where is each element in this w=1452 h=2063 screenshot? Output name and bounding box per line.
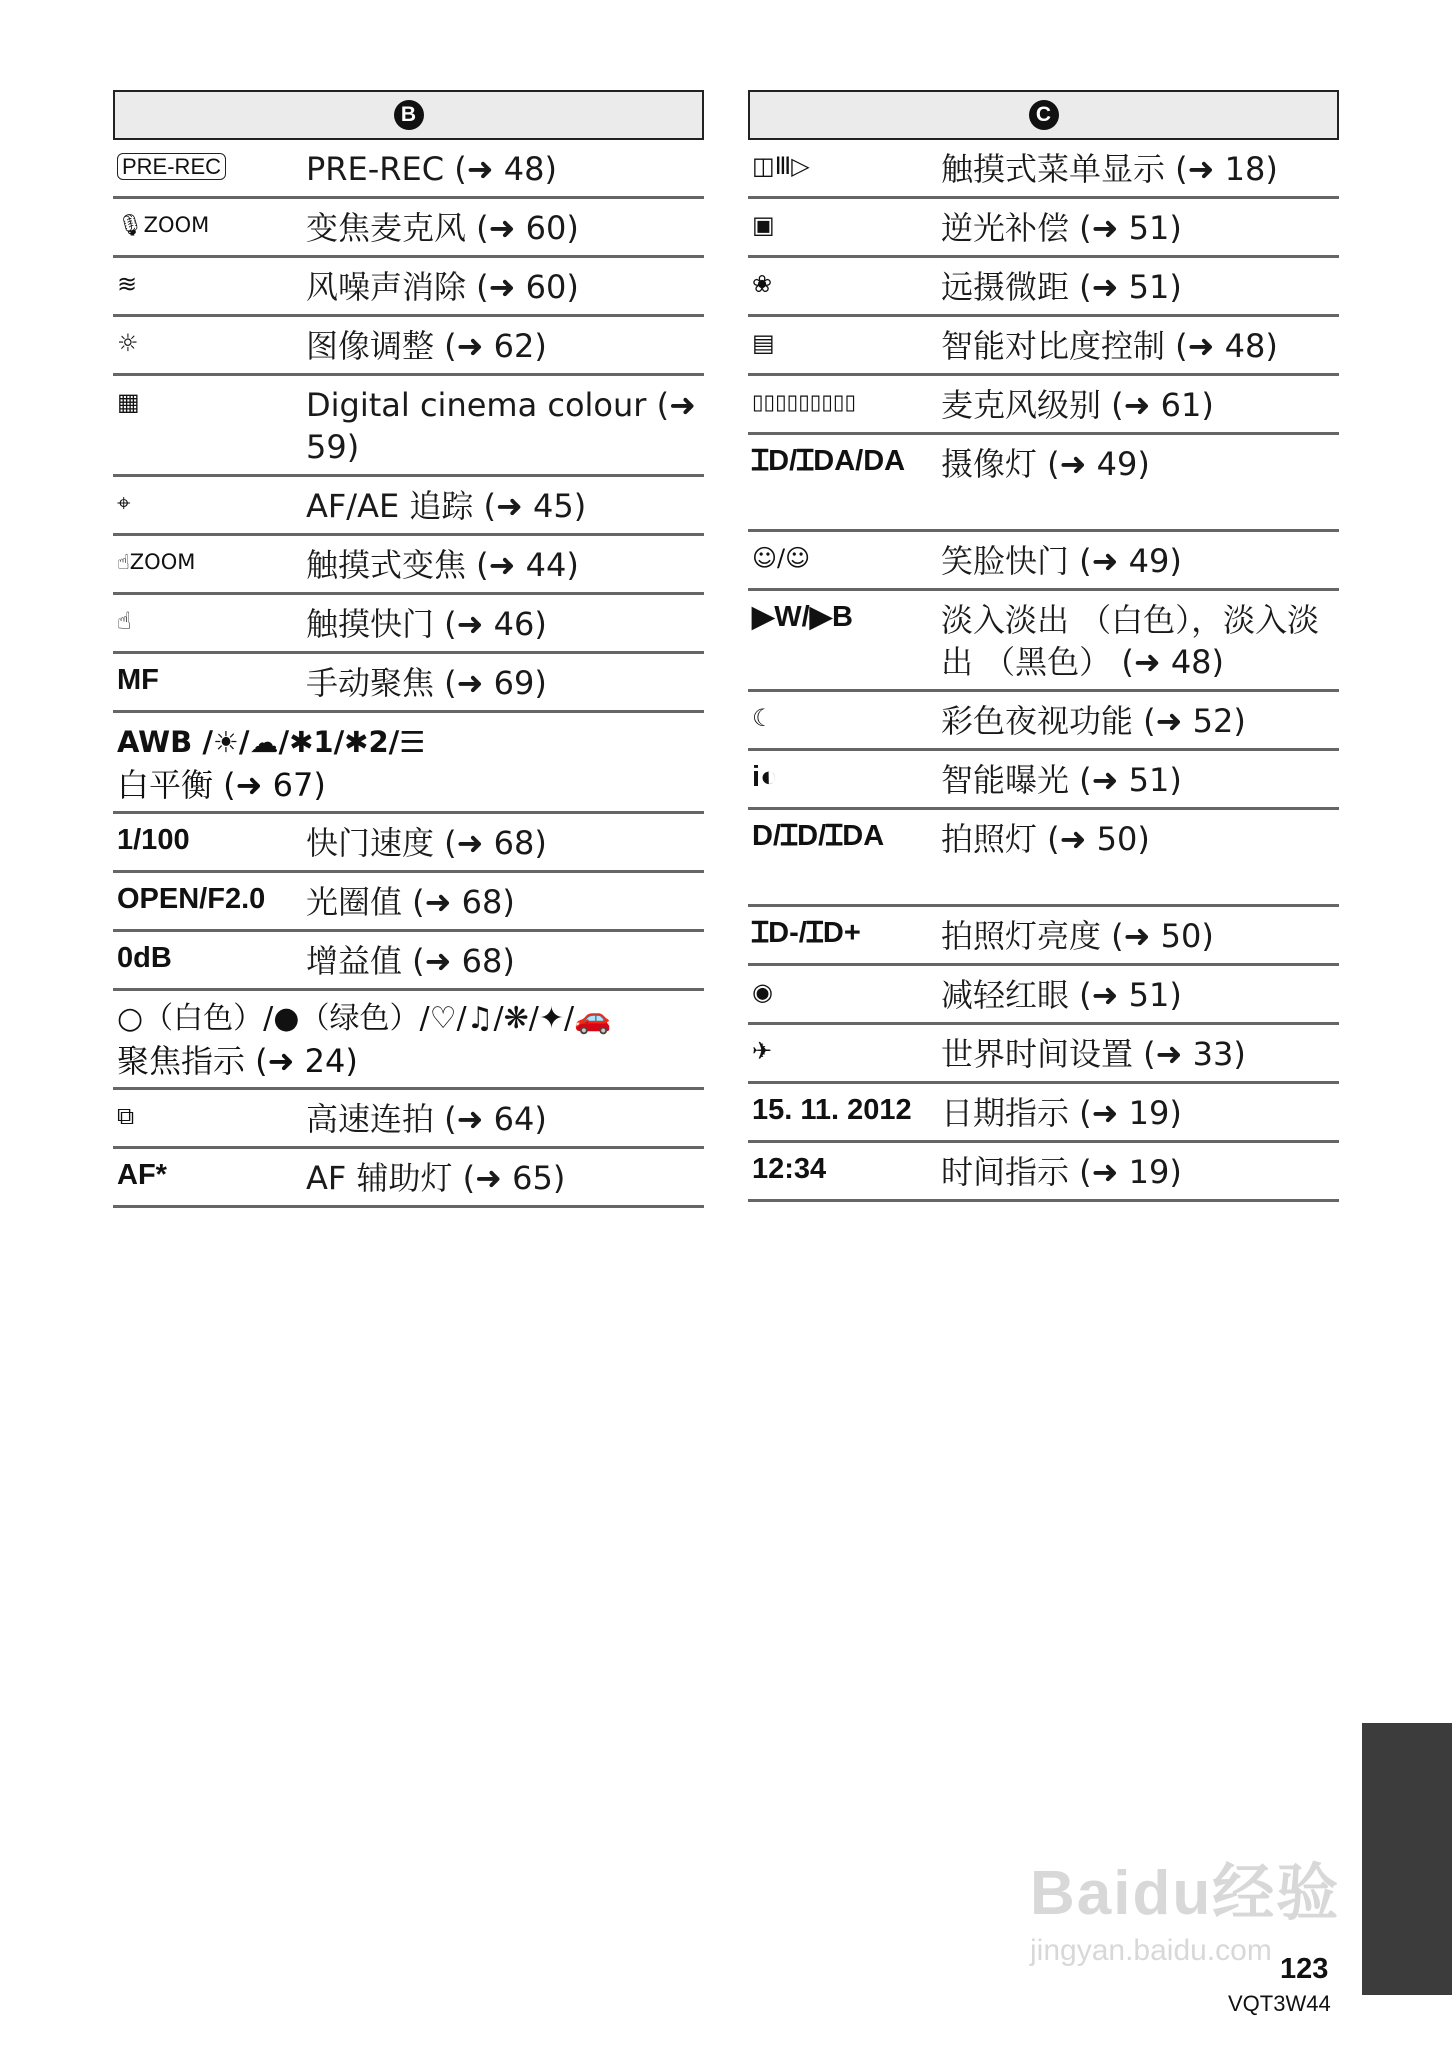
table-row — [113, 1149, 704, 1208]
row-desc: 增益值 (➜ 68) — [306, 942, 515, 980]
row-desc: AF 辅助灯 (➜ 65) — [306, 1159, 566, 1197]
tele-macro-icon: ❀ — [752, 270, 773, 298]
white-balance-row — [113, 713, 704, 814]
row-desc: 麦克风级别 (➜ 61) — [941, 386, 1214, 424]
row-desc: 快门速度 (➜ 68) — [306, 824, 547, 862]
row-desc: 彩色夜视功能 (➜ 52) — [941, 702, 1246, 740]
manual-focus-label: MF — [117, 664, 159, 696]
table-row — [748, 1143, 1339, 1202]
table-row — [113, 140, 704, 199]
row-desc: 触摸式变焦 (➜ 44) — [306, 546, 579, 584]
burst-shooting-icon: ⧉ — [117, 1102, 135, 1130]
row-desc: 图像调整 (➜ 62) — [306, 327, 547, 365]
video-light-icon: ꞮD/ꞮDA/DA — [752, 445, 906, 477]
smile-shot-icon: ☺/☺ — [752, 544, 811, 572]
focus-indicator-row — [113, 991, 704, 1090]
touch-menu-icon: ◫Ⅲ▷ — [752, 152, 810, 180]
picture-adjust-icon: ☼ — [117, 329, 139, 357]
shutter-speed-value: 1/100 — [117, 824, 190, 856]
table-row — [748, 376, 1339, 435]
row-desc: 光圈值 (➜ 68) — [306, 883, 515, 921]
row-desc: 高速连拍 (➜ 64) — [306, 1100, 547, 1138]
night-mode-icon: ☾ — [752, 704, 774, 732]
watermark-logo: Baidu经验 — [1030, 1859, 1341, 1928]
row-desc: AF/AE 追踪 (➜ 45) — [306, 487, 587, 525]
page-number: 123 — [1280, 1953, 1329, 1985]
cinema-colour-icon: ▦ — [117, 388, 140, 416]
row-desc: 拍照灯 (➜ 50) — [941, 820, 1150, 858]
row-desc: 淡入淡出 （白色），淡入淡出 （黑色） (➜ 48) — [941, 601, 1320, 681]
table-row — [748, 1025, 1339, 1084]
intelligent-exposure-icon: i◐ — [752, 761, 778, 793]
table-row — [113, 199, 704, 258]
table-row — [113, 814, 704, 873]
fade-icon: ▶W/▶B — [752, 601, 853, 633]
row-desc: 聚焦指示 (➜ 24) — [117, 1042, 358, 1080]
row-desc: 手动聚焦 (➜ 69) — [306, 664, 547, 702]
section-c-header — [748, 90, 1339, 140]
section-b-table — [113, 90, 704, 1208]
touch-zoom-icon: ☝ZOOM — [117, 550, 196, 574]
time-value: 12:34 — [752, 1153, 827, 1185]
watermark-url: jingyan.baidu.com — [1030, 1934, 1272, 1967]
row-desc: 笑脸快门 (➜ 49) — [941, 542, 1182, 580]
row-desc: 世界时间设置 (➜ 33) — [941, 1035, 1246, 1073]
table-row — [748, 1084, 1339, 1143]
row-desc: 远摄微距 (➜ 51) — [941, 268, 1182, 306]
table-row — [113, 1090, 704, 1149]
mic-level-icon: ▯▯▯▯▯▯▯▯▯ — [752, 390, 857, 414]
table-row — [113, 654, 704, 713]
row-desc: 摄像灯 (➜ 49) — [941, 445, 1150, 483]
row-desc: 风噪声消除 (➜ 60) — [306, 268, 579, 306]
table-row — [748, 966, 1339, 1025]
backlight-icon: ▣ — [752, 211, 775, 239]
table-row — [748, 258, 1339, 317]
row-desc: 触摸快门 (➜ 46) — [306, 605, 547, 643]
row-desc: 逆光补偿 (➜ 51) — [941, 209, 1182, 247]
table-row — [748, 751, 1339, 810]
contrast-control-icon: ▤ — [752, 329, 775, 357]
section-b-badge: B — [394, 100, 424, 130]
flash-level-icon: ꞮD-/ꞮD+ — [752, 917, 861, 949]
table-row — [748, 907, 1339, 966]
row-desc: 拍照灯亮度 (➜ 50) — [941, 917, 1214, 955]
row-desc: PRE-REC (➜ 48) — [306, 150, 557, 188]
airplane-icon: ✈ — [752, 1037, 773, 1065]
table-row — [748, 199, 1339, 258]
table-row — [113, 477, 704, 536]
table-row — [748, 435, 1339, 532]
row-desc: 白平衡 (➜ 67) — [117, 766, 326, 804]
table-row — [113, 258, 704, 317]
table-row — [113, 873, 704, 932]
flash-icon: D/ꞮD/ꞮDA — [752, 820, 885, 852]
table-row — [113, 595, 704, 654]
row-desc: 智能曝光 (➜ 51) — [941, 761, 1182, 799]
zoom-mic-icon: 🎙ZOOM — [117, 213, 210, 237]
document-code: VQT3W44 — [1228, 1991, 1331, 2016]
section-b-header — [113, 90, 704, 140]
tracking-icon: ⌖ — [117, 489, 131, 517]
row-desc: 触摸式菜单显示 (➜ 18) — [941, 150, 1278, 188]
row-desc: 日期指示 (➜ 19) — [941, 1094, 1182, 1132]
table-row — [113, 317, 704, 376]
table-row — [748, 140, 1339, 199]
focus-indicator-icons: ○（白色）/●（绿色）/♡/♫/❋/✦/🚗 — [117, 1001, 612, 1036]
table-row — [748, 532, 1339, 591]
table-row — [748, 317, 1339, 376]
section-c-badge: C — [1029, 100, 1059, 130]
row-desc: Digital cinema colour (➜ 59) — [306, 386, 696, 466]
table-row — [748, 692, 1339, 751]
touch-shutter-icon: ☝ — [117, 607, 132, 635]
row-desc: 时间指示 (➜ 19) — [941, 1153, 1182, 1191]
table-row — [748, 591, 1339, 692]
wind-cut-icon: ≋ — [117, 270, 138, 298]
table-row — [113, 536, 704, 595]
thumb-index-tab — [1362, 1723, 1452, 1995]
table-row — [113, 376, 704, 477]
white-balance-icons: AWB /☀/☁/✱1/✱2/☰ — [117, 725, 426, 759]
pre-rec-icon: PRE-REC — [113, 148, 306, 185]
row-desc: 智能对比度控制 (➜ 48) — [941, 327, 1278, 365]
iris-value: OPEN/F2.0 — [117, 883, 266, 915]
red-eye-icon: ◉ — [752, 978, 773, 1006]
section-c-table — [748, 90, 1339, 1202]
date-value: 15. 11. 2012 — [752, 1094, 912, 1126]
table-row — [113, 932, 704, 991]
gain-value: 0dB — [117, 942, 172, 974]
row-desc: 减轻红眼 (➜ 51) — [941, 976, 1182, 1014]
af-assist-icon: AF* — [117, 1159, 167, 1191]
row-desc: 变焦麦克风 (➜ 60) — [306, 209, 579, 247]
table-row — [748, 810, 1339, 907]
